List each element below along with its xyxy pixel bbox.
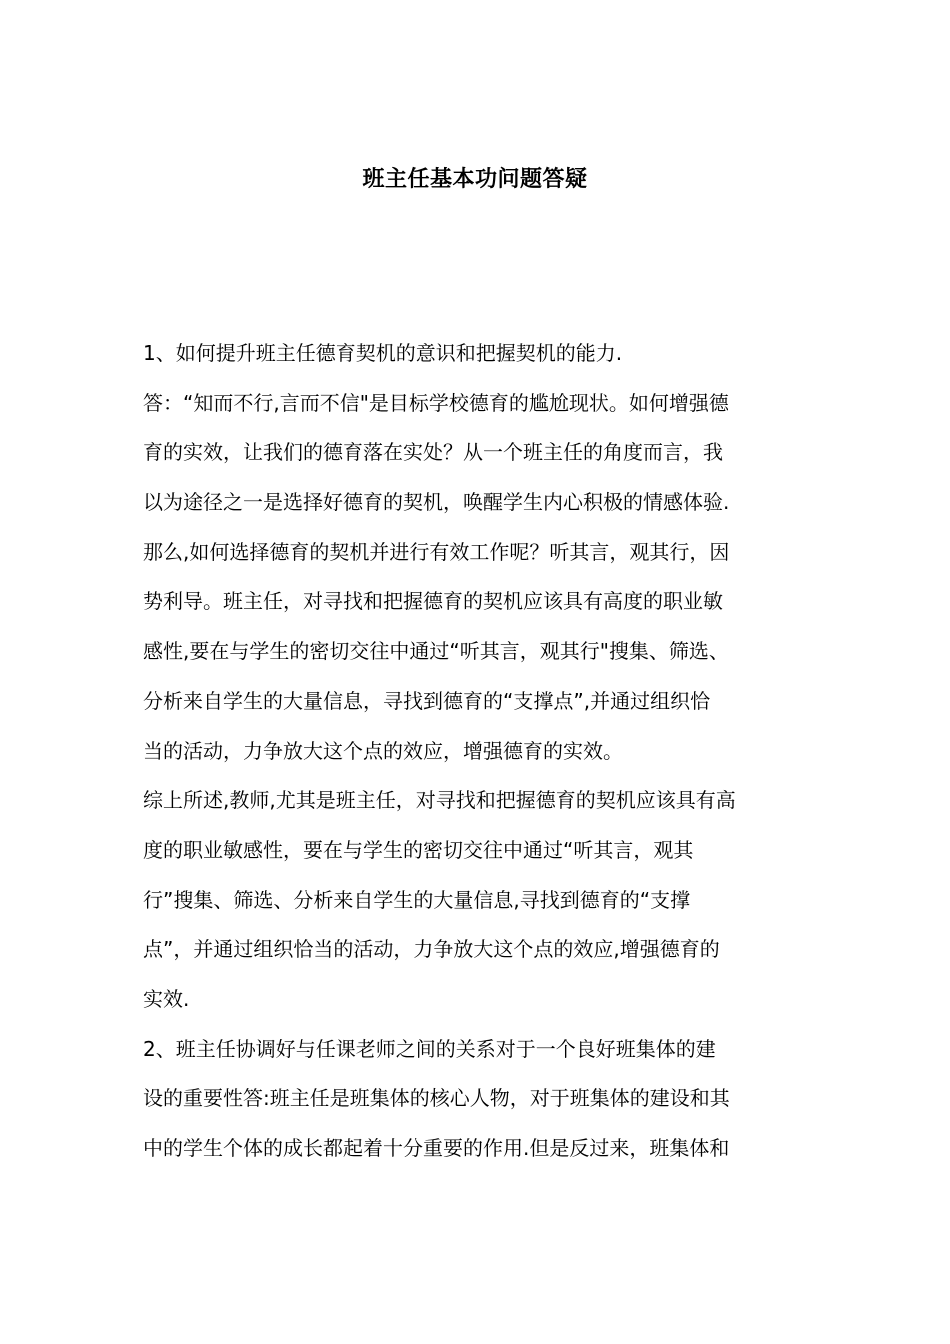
document-body [143,329,809,1174]
text-line: 分析来自学生的大量信息，寻找到德育的“支撑点”,并通过组织恰 [143,688,711,713]
text-line: 1、如何提升班主任德育契机的意识和把握契机的能力. [143,341,623,365]
text-line: 答：“知而不行,言而不信"是目标学校德育的尴尬现状。如何增强德 [143,390,729,415]
text-line: 行”搜集、筛选、分析来自学生的大量信息,寻找到德育的“支撑 [143,887,691,912]
text-line: 育的实效，让我们的德育落在实处？从一个班主任的角度而言，我 [143,440,723,465]
text-line: 度的职业敏感性，要在与学生的密切交往中通过“听其言，观其 [143,837,694,862]
text-line: 实效. [143,986,190,1011]
text-line: 2、班主任协调好与任课老师之间的关系对于一个良好班集体的建 [143,1036,716,1061]
text-line: 当的活动，力争放大这个点的效应，增强德育的实效。 [143,738,623,763]
text-line: 势利导。班主任，对寻找和把握德育的契机应该具有高度的职业敏 [143,589,723,614]
text-line: 中的学生个体的成长都起着十分重要的作用.但是反过来，班集体和 [143,1136,730,1160]
text-line: 综上所述,教师,尤其是班主任，对寻找和把握德育的契机应该具有高 [143,788,736,813]
text-line: 感性,要在与学生的密切交往中通过“听其言，观其行"搜集、筛选、 [143,639,729,664]
text-line: 点”，并通过组织恰当的活动，力争放大这个点的效应,增强德育的 [143,937,720,962]
text-line: 以为途径之一是选择好德育的契机，唤醒学生内心积极的情感体验. [143,490,730,515]
text-line: 设的重要性答:班主任是班集体的核心人物，对于班集体的建设和其 [143,1086,730,1111]
document-title: 班主任基本功问题答疑 [362,167,588,192]
text-line: 那么,如何选择德育的契机并进行有效工作呢？听其言，观其行，因 [143,539,730,564]
